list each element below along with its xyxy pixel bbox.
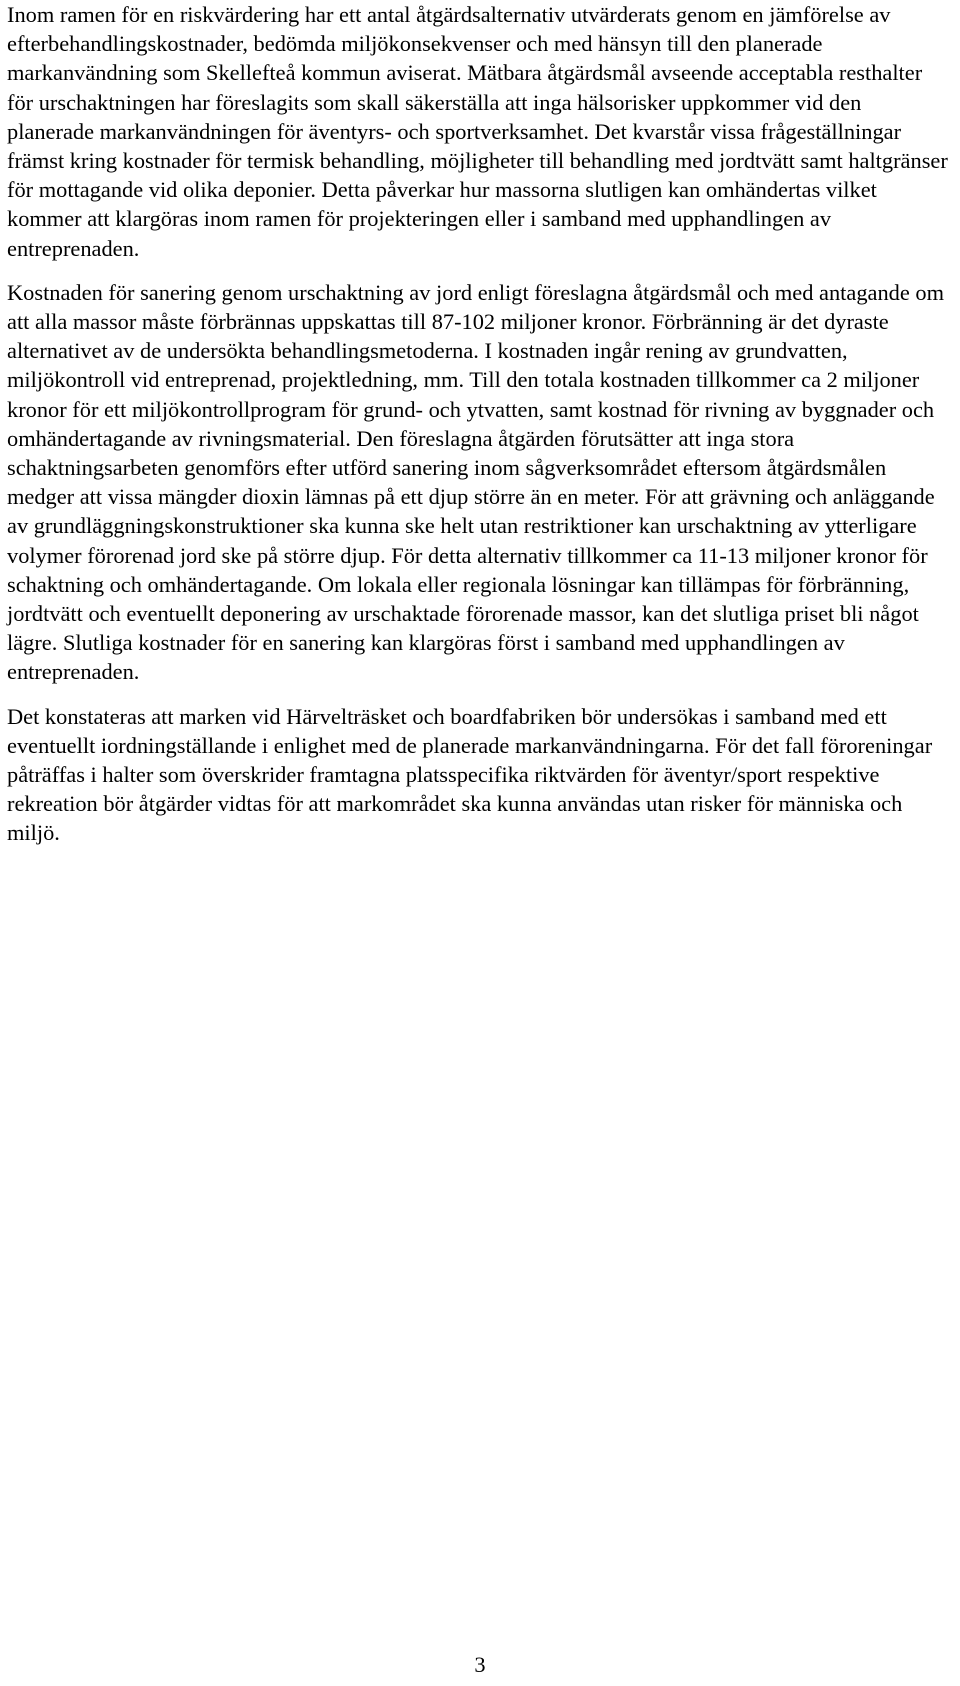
page-number: 3 bbox=[474, 1652, 486, 1677]
paragraph-remediation-cost: Kostnaden för sanering genom urschaktning av jord enligt föreslagna åtgärdsmål och med antagande om att alla massor måste förbrännas uppskattas till 87-102 miljoner kronor. Förbränning är det dyraste alternativet av de undersökta behandlingsmetoderna. I kostnaden ingår rening av grundvatten, miljökontroll vid entreprenad, projektledning, mm. Till den totala kostnaden tillkommer ca 2 miljoner kronor för ett miljökontrollprogram för grund- och ytvatten, samt kostnad för rivning av byggnader och omhändertagande av rivningsmaterial. Den föreslagna åtgärden förutsätter att inga stora schaktningsarbeten genomförs efter utförd sanering inom sågverksområdet eftersom åtgärdsmålen medger att vissa mängder dioxin lämnas på ett djup större än en meter. För att grävning och anläggande av grundläggningskonstruktioner ska kunna ske helt utan restriktioner kan urschaktning av ytterligare volymer förorenad jord ske på större djup. För detta alternativ tillkommer ca 11-13 miljoner kronor för schaktning och omhändertagande. Om lokala eller regionala lösningar kan tillämpas för förbränning, jordtvätt och eventuellt deponering av urschaktade förorenade massor, kan det slutliga priset bli något lägre. Slutliga kostnader för en sanering kan klargöras först i samband med upphandlingen av entreprenaden. bbox=[7, 279, 945, 685]
paragraph-site-investigation: Det konstateras att marken vid Härvelträsket och boardfabriken bör undersökas i samband med ett eventuellt iordningställande i enlighet med de planerade markanvändningarna. För det fall föroreningar påträffas i halter som överskrider framtagna platsspecifika riktvärden för äventyr/sport respektive rekreation bör åtgärder vidtas för att markområdet ska kunna användas utan risker för människa och miljö. bbox=[7, 703, 933, 846]
body-text bbox=[7, 0, 953, 863]
paragraph-risk-assessment: Inom ramen för en riskvärdering har ett antal åtgärdsalternativ utvärderats genom en jämförelse av efterbehandlingskostnader, bedömda miljökonsekvenser och med hänsyn till den planerade markanvändning som Skellefteå kommun aviserat. Mätbara åtgärdsmål avseende acceptabla resthalter för urschaktningen har föreslagits som skall säkerställa att inga hälsorisker uppkommer vid den planerade markanvändningen för äventyrs- och sportverksamhet. Det kvarstår vissa frågeställningar främst kring kostnader för termisk behandling, möjligheter till behandling med jordtvätt samt haltgränser för mottagande vid olika deponier. Detta påverkar hur massorna slutligen kan omhändertas vilket kommer att klargöras inom ramen för projekteringen eller i samband med upphandlingen av entreprenaden. bbox=[7, 2, 948, 261]
